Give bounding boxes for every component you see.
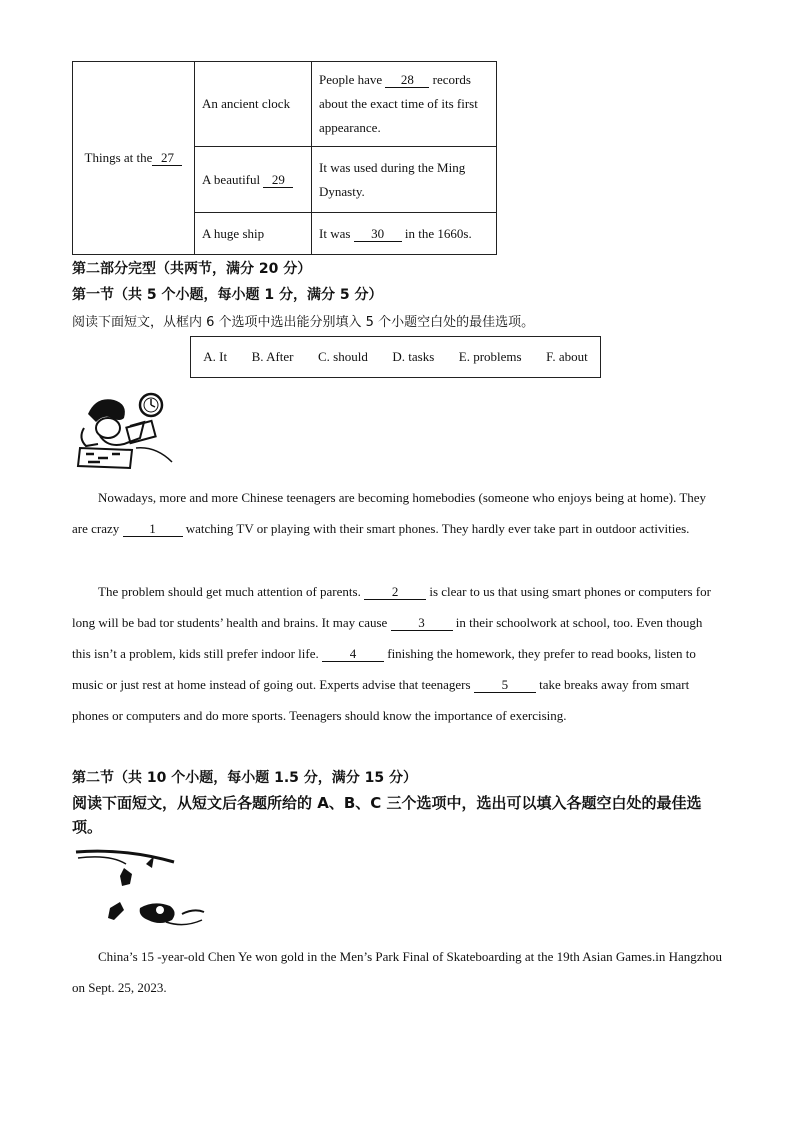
thing-cell: An ancient clock bbox=[195, 62, 312, 147]
option-d: D. tasks bbox=[392, 349, 435, 364]
blank-4: 4 bbox=[322, 646, 384, 662]
option-c: C. should bbox=[318, 349, 368, 364]
section1-title: 第一节（共 5 个小题，每小题 1 分，满分 5 分） bbox=[72, 287, 383, 303]
info-table bbox=[72, 61, 497, 255]
option-b: B. After bbox=[251, 349, 294, 364]
skateboarder-illustration bbox=[74, 848, 208, 930]
row-header: Things at the 27 bbox=[73, 62, 195, 255]
desc-cell: It was 30 in the 1660s. bbox=[312, 213, 497, 255]
blank-2: 2 bbox=[364, 584, 426, 600]
passage1-paragraph2: The problem should get much attention of parents. 2 is clear to us that using smart phones or computers for long will be bad tor students’ health and brains. It may cause 3 in their schoolwork at school, too. Even though this isn’t a problem, kids still prefer indoor life. 4 finishing the homework, they prefer to read books, listen to music or just rest at home instead of going out. Experts advise that teenagers 5 take breaks away from smart phones or computers and do more sports. Teenagers should know the importance of exercising. bbox=[72, 584, 711, 723]
option-a: A. It bbox=[203, 349, 228, 364]
blank-29: 29 bbox=[263, 172, 293, 188]
part2-title: 第二部分完型（共两节，满分 20 分） bbox=[72, 261, 312, 277]
desc-cell: It was used during the Ming Dynasty. bbox=[312, 147, 497, 213]
section1-instruction: 阅读下面短文，从框内 6 个选项中选出能分别填入 5 个小题空白处的最佳选项。 bbox=[72, 315, 535, 330]
blank-27: 27 bbox=[152, 150, 182, 166]
option-e: E. problems bbox=[458, 349, 522, 364]
passage2-paragraph: China’s 15 -year-old Chen Ye won gold in the Men’s Park Final of Skateboarding at the 19th Asian Games.in Hangzhou on Sept. 25, 2023. bbox=[72, 949, 723, 995]
blank-28: 28 bbox=[385, 72, 429, 88]
options-box bbox=[190, 336, 601, 378]
section2-instruction: 阅读下面短文，从短文后各题所给的 A、B、C 三个选项中，选出可以填入各题空白处的最佳选项。 bbox=[72, 794, 702, 836]
blank-30: 30 bbox=[354, 226, 402, 242]
blank-1: 1 bbox=[123, 521, 183, 537]
teen-laptop-illustration bbox=[74, 388, 178, 472]
passage1-paragraph1: Nowadays, more and more Chinese teenagers are becoming homebodies (someone who enjoys being at home). They are crazy 1 watching TV or playing with their smart phones. They hardly ever take part in outdoor activities. bbox=[72, 490, 707, 536]
blank-5: 5 bbox=[474, 677, 536, 693]
desc-cell: People have 28 records about the exact time of its first appearance. bbox=[312, 62, 497, 147]
thing-cell: A beautiful 29 bbox=[195, 147, 312, 213]
thing-cell: A huge ship bbox=[195, 213, 312, 255]
option-f: F. about bbox=[546, 349, 588, 364]
section2-title: 第二节（共 10 个小题，每小题 1.5 分，满分 15 分） bbox=[72, 770, 418, 786]
blank-3: 3 bbox=[391, 615, 453, 631]
